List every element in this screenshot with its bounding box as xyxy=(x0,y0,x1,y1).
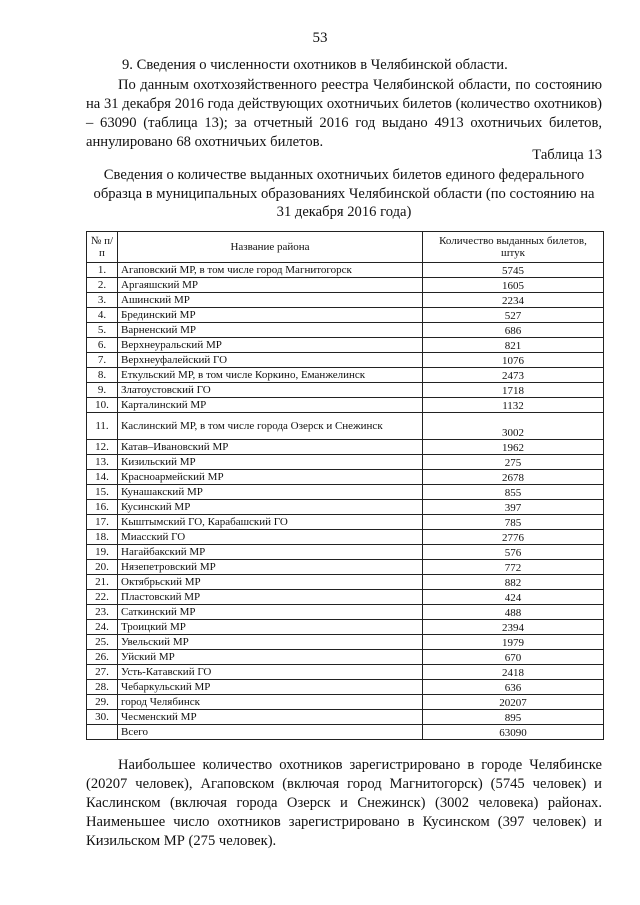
row-number: 16. xyxy=(87,500,118,515)
table-title: Сведения о количестве выданных охотничьих билетов единого федерального образца в муниципальных образованиях Челябинской области (по состоянию на 31 декабря 2016 года) xyxy=(93,167,595,220)
district-name: Миасский ГО xyxy=(118,530,423,545)
tickets-count: 1718 xyxy=(423,383,604,398)
table-row xyxy=(87,323,604,338)
table-row xyxy=(87,500,604,515)
table-row xyxy=(87,695,604,710)
row-number: 18. xyxy=(87,530,118,545)
header-num: № п/п xyxy=(87,232,118,263)
tickets-count: 5745 xyxy=(423,263,604,278)
tickets-count: 424 xyxy=(423,590,604,605)
tickets-count: 2678 xyxy=(423,470,604,485)
table-row xyxy=(87,440,604,455)
row-number: 24. xyxy=(87,620,118,635)
row-number: 28. xyxy=(87,680,118,695)
district-name: Октябрьский МР xyxy=(118,575,423,590)
district-name: Кизильский МР xyxy=(118,455,423,470)
header-name: Название района xyxy=(118,232,423,263)
intro-paragraph: По данным охотхозяйственного реестра Челябинской области, по состоянию на 31 декабря 2016 года действующих охотничьих билетов (количество охотников) – 63090 (таблица 13); за отчетный 2016 год выдано 4913 охотничьих билетов, аннулировано 68 охотничьих билетов. xyxy=(86,77,602,150)
tickets-count: 1605 xyxy=(423,278,604,293)
section-heading: 9. Сведения о численности охотников в Челябинской области. xyxy=(122,57,508,73)
page-number: 53 xyxy=(312,30,328,46)
tickets-count: 488 xyxy=(423,605,604,620)
outro-paragraph: Наибольшее количество охотников зарегистрировано в городе Челябинске (20207 человек), Агаповском (включая город Магнитогорск) (5745 человек) и Каслинском (включая города Озерск и Снежинск) (3002 человека) районах. Наименьшее число охотников зарегистрировано в Кусинском (397 человек) и Кизильском МР (275 человек). xyxy=(86,757,602,849)
table-row xyxy=(87,575,604,590)
row-number: 14. xyxy=(87,470,118,485)
district-name: Чебаркульский МР xyxy=(118,680,423,695)
table-row xyxy=(87,398,604,413)
row-number: 13. xyxy=(87,455,118,470)
tickets-count: 636 xyxy=(423,680,604,695)
row-number: 19. xyxy=(87,545,118,560)
row-number: 8. xyxy=(87,368,118,383)
row-number: 27. xyxy=(87,665,118,680)
row-number: 17. xyxy=(87,515,118,530)
district-name: Златоустовский ГО xyxy=(118,383,423,398)
district-name: Карталинский МР xyxy=(118,398,423,413)
tickets-count: 397 xyxy=(423,500,604,515)
row-number: 3. xyxy=(87,293,118,308)
tickets-count: 2394 xyxy=(423,620,604,635)
table-total-row xyxy=(87,725,604,740)
tickets-count: 2473 xyxy=(423,368,604,383)
district-name: Всего xyxy=(118,725,423,740)
table-row xyxy=(87,353,604,368)
table-row xyxy=(87,530,604,545)
district-name: город Челябинск xyxy=(118,695,423,710)
table-row xyxy=(87,590,604,605)
row-number: 10. xyxy=(87,398,118,413)
table-row xyxy=(87,338,604,353)
header-value: Количество выданных билетов, штук xyxy=(423,232,604,263)
tickets-count: 882 xyxy=(423,575,604,590)
district-name: Катав–Ивановский МР xyxy=(118,440,423,455)
tickets-count: 1076 xyxy=(423,353,604,368)
tickets-count: 2418 xyxy=(423,665,604,680)
table-header-row xyxy=(87,232,604,263)
row-number: 29. xyxy=(87,695,118,710)
table-row xyxy=(87,293,604,308)
tickets-count: 576 xyxy=(423,545,604,560)
district-name: Варненский МР xyxy=(118,323,423,338)
row-number xyxy=(87,725,118,740)
hunting-tickets-table xyxy=(86,231,604,740)
tickets-count: 670 xyxy=(423,650,604,665)
tickets-count: 1979 xyxy=(423,635,604,650)
district-name: Саткинский МР xyxy=(118,605,423,620)
row-number: 23. xyxy=(87,605,118,620)
row-number: 26. xyxy=(87,650,118,665)
district-name: Агаповский МР, в том числе город Магнитогорск xyxy=(118,263,423,278)
row-number: 1. xyxy=(87,263,118,278)
table-row xyxy=(87,635,604,650)
table-row xyxy=(87,308,604,323)
tickets-count: 895 xyxy=(423,710,604,725)
table-row xyxy=(87,650,604,665)
row-number: 5. xyxy=(87,323,118,338)
district-name: Каслинский МР, в том числе города Озерск и Снежинск xyxy=(118,413,423,440)
table-row xyxy=(87,485,604,500)
table-row xyxy=(87,278,604,293)
table-row xyxy=(87,263,604,278)
table-row xyxy=(87,710,604,725)
table-row xyxy=(87,413,604,440)
district-name: Кусинский МР xyxy=(118,500,423,515)
district-name: Красноармейский МР xyxy=(118,470,423,485)
tickets-count: 2776 xyxy=(423,530,604,545)
tickets-count: 275 xyxy=(423,455,604,470)
tickets-count: 527 xyxy=(423,308,604,323)
district-name: Нагайбакский МР xyxy=(118,545,423,560)
row-number: 30. xyxy=(87,710,118,725)
district-name: Еткульский МР, в том числе Коркино, Еманжелинск xyxy=(118,368,423,383)
district-name: Нязепетровский МР xyxy=(118,560,423,575)
table-label: Таблица 13 xyxy=(532,147,602,163)
table-row xyxy=(87,680,604,695)
row-number: 11. xyxy=(87,413,118,440)
district-name: Увельский МР xyxy=(118,635,423,650)
tickets-count: 1962 xyxy=(423,440,604,455)
tickets-count: 20207 xyxy=(423,695,604,710)
row-number: 12. xyxy=(87,440,118,455)
district-name: Кыштымский ГО, Карабашский ГО xyxy=(118,515,423,530)
tickets-count: 785 xyxy=(423,515,604,530)
tickets-count: 772 xyxy=(423,560,604,575)
row-number: 6. xyxy=(87,338,118,353)
tickets-count: 1132 xyxy=(423,398,604,413)
tickets-count: 63090 xyxy=(423,725,604,740)
tickets-count: 2234 xyxy=(423,293,604,308)
table-row xyxy=(87,455,604,470)
table-row xyxy=(87,620,604,635)
row-number: 25. xyxy=(87,635,118,650)
table-row xyxy=(87,665,604,680)
table-body xyxy=(87,263,604,740)
row-number: 9. xyxy=(87,383,118,398)
district-name: Чесменский МР xyxy=(118,710,423,725)
district-name: Пластовский МР xyxy=(118,590,423,605)
row-number: 15. xyxy=(87,485,118,500)
tickets-count: 686 xyxy=(423,323,604,338)
table-row xyxy=(87,368,604,383)
tickets-count: 821 xyxy=(423,338,604,353)
row-number: 7. xyxy=(87,353,118,368)
row-number: 4. xyxy=(87,308,118,323)
district-name: Брединский МР xyxy=(118,308,423,323)
tickets-count: 855 xyxy=(423,485,604,500)
row-number: 22. xyxy=(87,590,118,605)
district-name: Уйский МР xyxy=(118,650,423,665)
district-name: Аргаяшский МР xyxy=(118,278,423,293)
tickets-count: 3002 xyxy=(423,413,604,440)
district-name: Верхнеуральский МР xyxy=(118,338,423,353)
district-name: Кунашакский МР xyxy=(118,485,423,500)
row-number: 2. xyxy=(87,278,118,293)
district-name: Троицкий МР xyxy=(118,620,423,635)
district-name: Ашинский МР xyxy=(118,293,423,308)
row-number: 21. xyxy=(87,575,118,590)
table-row xyxy=(87,515,604,530)
row-number: 20. xyxy=(87,560,118,575)
district-name: Усть-Катавский ГО xyxy=(118,665,423,680)
district-name: Верхнеуфалейский ГО xyxy=(118,353,423,368)
table-row xyxy=(87,545,604,560)
table-row xyxy=(87,605,604,620)
table-row xyxy=(87,383,604,398)
table-row xyxy=(87,560,604,575)
table-row xyxy=(87,470,604,485)
